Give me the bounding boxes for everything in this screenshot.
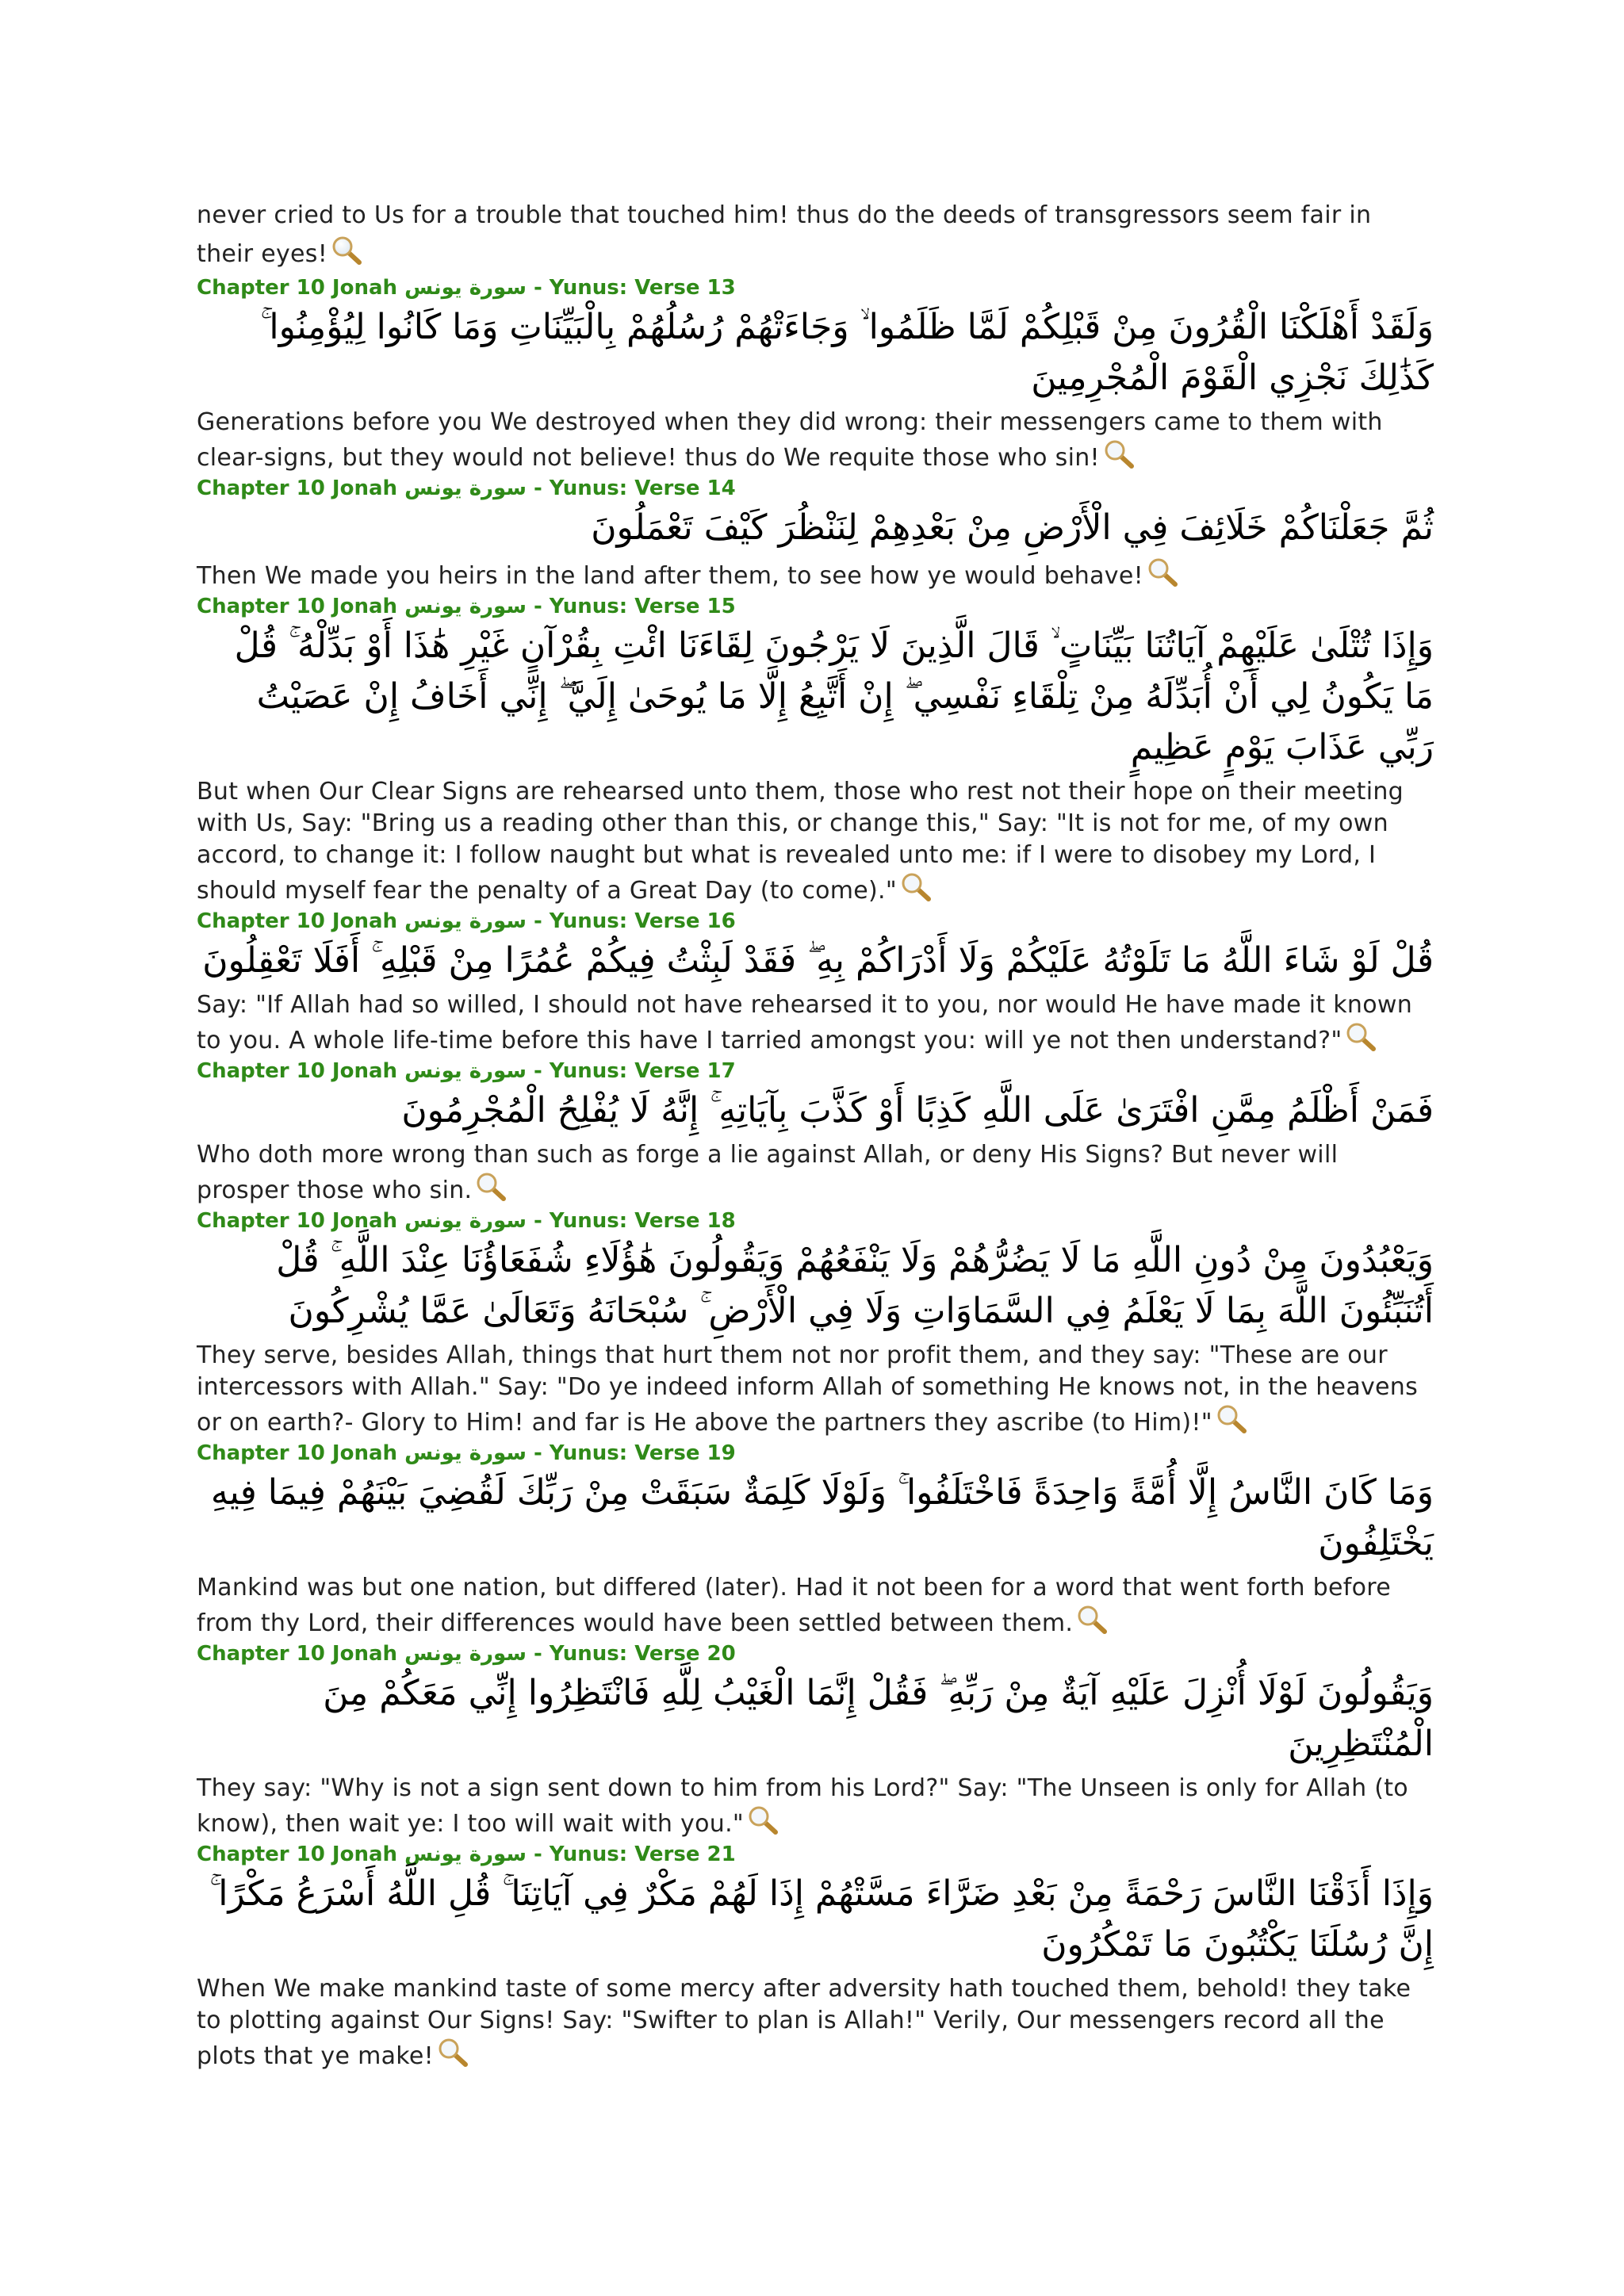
- verse-translation: [197, 1572, 1434, 1640]
- verse-translation: [197, 1139, 1434, 1207]
- verse-list: [197, 197, 1434, 2072]
- previous-verse-translation: [197, 197, 1434, 274]
- verse-header: Chapter 10 Jonah سورة يونس - Yunus: Verse 17: [197, 1059, 736, 1083]
- translation-text: They serve, besides Allah, things that hurt them not nor profit them, and they say: "These are our intercessors with Allah." Say: "Do ye indeed inform Allah of something He knows not, in the heavens or on earth?- Glory to Him! and far is He above the partners they ascribe (to Him)!": [197, 1341, 1419, 1437]
- arabic-verse-text: وَيَعْبُدُونَ مِنْ دُونِ اللَّهِ مَا لَا يَضُرُّهُمْ وَلَا يَنْفَعُهُمْ وَيَقُولُونَ هَٰؤُلَاءِ شُفَعَاؤُنَا عِنْدَ اللَّهِ ۚ قُلْ أَتُنَبِّئُونَ اللَّهَ بِمَا لَا يَعْلَمُ فِي السَّمَاوَاتِ وَلَا فِي الْأَرْضِ ۚ سُبْحَانَهُ وَتَعَالَىٰ عَمَّا يُشْرِكُونَ: [276, 1240, 1434, 1331]
- magnifier-icon[interactable]: [331, 235, 362, 266]
- verse-block: [197, 594, 1434, 907]
- translation-text: Generations before you We destroyed when they did wrong: their messengers came to them with clear-signs, but they would not believe! thus do We requite those who sin!: [197, 408, 1383, 472]
- translation-text: When We make mankind taste of some mercy after adversity hath touched them, behold! they take to plotting against Our Signs! Say: "Swifter to plan is Allah!" Verily, Our messengers record all the plots that ye make!: [197, 1975, 1411, 2070]
- translation-text: Who doth more wrong than such as forge a lie against Allah, or deny His Signs? But never will prosper those who sin.: [197, 1141, 1339, 1204]
- magnifier-icon[interactable]: [1147, 557, 1178, 588]
- translation-text: Mankind was but one nation, but differed (later). Had it not been for a word that went forth before from thy Lord, their differences would have been settled between them.: [197, 1574, 1391, 1637]
- verse-block: [197, 1058, 1434, 1207]
- verse-block: [197, 909, 1434, 1057]
- verse-block: [197, 1641, 1434, 1840]
- translation-text: They say: "Why is not a sign sent down to him from his Lord?" Say: "The Unseen is only for Allah (to know), then wait ye: I too will wait with you.": [197, 1774, 1408, 1838]
- verse-block: [197, 1441, 1434, 1640]
- arabic-verse-text: وَيَقُولُونَ لَوْلَا أُنْزِلَ عَلَيْهِ آيَةٌ مِنْ رَبِّهِ ۖ فَقُلْ إِنَّمَا الْغَيْبُ لِلَّهِ فَانْتَظِرُوا إِنِّي مَعَكُمْ مِنَ الْمُنْتَظِرِينَ: [323, 1673, 1434, 1764]
- verse-header: Chapter 10 Jonah سورة يونس - Yunus: Verse 18: [197, 1209, 736, 1233]
- magnifier-icon[interactable]: [1103, 438, 1135, 470]
- verse-block: [197, 476, 1434, 592]
- verse-block: [197, 275, 1434, 474]
- translation-text: But when Our Clear Signs are rehearsed unto them, those who rest not their hope on their meeting with Us, Say: "Bring us a reading other than this, or change this," Say: "It is not for me, of my own accord, to change it: I follow naught but what is revealed unto me: if I were to disobey my Lord, I should myself fear the penalty of a Great Day (to come).": [197, 778, 1404, 905]
- magnifier-icon[interactable]: [475, 1171, 507, 1203]
- magnifier-icon[interactable]: [1345, 1021, 1377, 1053]
- verse-block: [197, 1842, 1434, 2072]
- arabic-verse-text: وَإِذَا تُتْلَىٰ عَلَيْهِمْ آيَاتُنَا بَيِّنَاتٍ ۙ قَالَ الَّذِينَ لَا يَرْجُونَ لِقَاءَنَا ائْتِ بِقُرْآنٍ غَيْرِ هَٰذَا أَوْ بَدِّلْهُ ۚ قُلْ مَا يَكُونُ لِي أَنْ أُبَدِّلَهُ مِنْ تِلْقَاءِ نَفْسِي ۖ إِنْ أَتَّبِعُ إِلَّا مَا يُوحَىٰ إِلَيَّ ۖ إِنِّي أَخَافُ إِنْ عَصَيْتُ رَبِّي عَذَابَ يَوْمٍ عَظِيمٍ: [234, 626, 1434, 767]
- verse-header: Chapter 10 Jonah سورة يونس - Yunus: Verse 21: [197, 1843, 736, 1866]
- verse-header: Chapter 10 Jonah سورة يونس - Yunus: Verse 20: [197, 1642, 736, 1666]
- verse-translation: [197, 776, 1434, 907]
- magnifier-icon[interactable]: [437, 2037, 469, 2068]
- verse-block: [197, 1208, 1434, 1439]
- verse-translation: [197, 1773, 1434, 1840]
- magnifier-icon[interactable]: [1216, 1403, 1247, 1435]
- magnifier-icon[interactable]: [900, 871, 932, 903]
- magnifier-icon[interactable]: [1076, 1604, 1108, 1636]
- verse-translation: [197, 989, 1434, 1057]
- verse-header: Chapter 10 Jonah سورة يونس - Yunus: Verse 14: [197, 476, 736, 500]
- translation-text: Say: "If Allah had so willed, I should not have rehearsed it to you, nor would He have made it known to you. A whole life-time before this have I tarried amongst you: will ye not then understand?": [197, 991, 1413, 1054]
- arabic-verse-text: فَمَنْ أَظْلَمُ مِمَّنِ افْتَرَىٰ عَلَى اللَّهِ كَذِبًا أَوْ كَذَّبَ بِآيَاتِهِ ۚ إِنَّهُ لَا يُفْلِحُ الْمُجْرِمُونَ: [401, 1090, 1434, 1131]
- arabic-verse-text: ثُمَّ جَعَلْنَاكُمْ خَلَائِفَ فِي الْأَرْضِ مِنْ بَعْدِهِمْ لِنَنْظُرَ كَيْفَ تَعْمَلُونَ: [591, 507, 1434, 548]
- verse-translation: [197, 1973, 1434, 2072]
- verse-translation: [197, 407, 1434, 474]
- translation-text: never cried to Us for a trouble that touched him! thus do the deeds of transgressors seem fair in their eyes!: [197, 201, 1372, 268]
- arabic-verse-text: قُلْ لَوْ شَاءَ اللَّهُ مَا تَلَوْتُهُ عَلَيْكُمْ وَلَا أَدْرَاكُمْ بِهِ ۖ فَقَدْ لَبِثْتُ فِيكُمْ عُمُرًا مِنْ قَبْلِهِ ۚ أَفَلَا تَعْقِلُونَ: [202, 940, 1434, 981]
- arabic-verse-text: وَإِذَا أَذَقْنَا النَّاسَ رَحْمَةً مِنْ بَعْدِ ضَرَّاءَ مَسَّتْهُمْ إِذَا لَهُمْ مَكْرٌ فِي آيَاتِنَا ۚ قُلِ اللَّهُ أَسْرَعُ مَكْرًا ۚ إِنَّ رُسُلَنَا يَكْتُبُونَ مَا تَمْكُرُونَ: [209, 1873, 1434, 1965]
- translation-text: Then We made you heirs in the land after them, to see how ye would behave!: [197, 562, 1143, 590]
- verse-header: Chapter 10 Jonah سورة يونس - Yunus: Verse 13: [197, 276, 736, 300]
- verse-translation: [197, 557, 1434, 592]
- arabic-verse-text: وَلَقَدْ أَهْلَكْنَا الْقُرُونَ مِنْ قَبْلِكُمْ لَمَّا ظَلَمُوا ۙ وَجَاءَتْهُمْ رُسُلُهُمْ بِالْبَيِّنَاتِ وَمَا كَانُوا لِيُؤْمِنُوا ۚ كَذَٰلِكَ نَجْزِي الْقَوْمَ الْمُجْرِمِينَ: [260, 307, 1434, 398]
- verse-header: Chapter 10 Jonah سورة يونس - Yunus: Verse 19: [197, 1441, 736, 1465]
- verse-header: Chapter 10 Jonah سورة يونس - Yunus: Verse 16: [197, 909, 736, 933]
- magnifier-icon[interactable]: [747, 1804, 779, 1836]
- arabic-verse-text: وَمَا كَانَ النَّاسُ إِلَّا أُمَّةً وَاحِدَةً فَاخْتَلَفُوا ۚ وَلَوْلَا كَلِمَةٌ سَبَقَتْ مِنْ رَبِّكَ لَقُضِيَ بَيْنَهُمْ فِيمَا فِيهِ يَخْتَلِفُونَ: [210, 1472, 1434, 1563]
- verse-translation: [197, 1340, 1434, 1439]
- verse-header: Chapter 10 Jonah سورة يونس - Yunus: Verse 15: [197, 595, 736, 618]
